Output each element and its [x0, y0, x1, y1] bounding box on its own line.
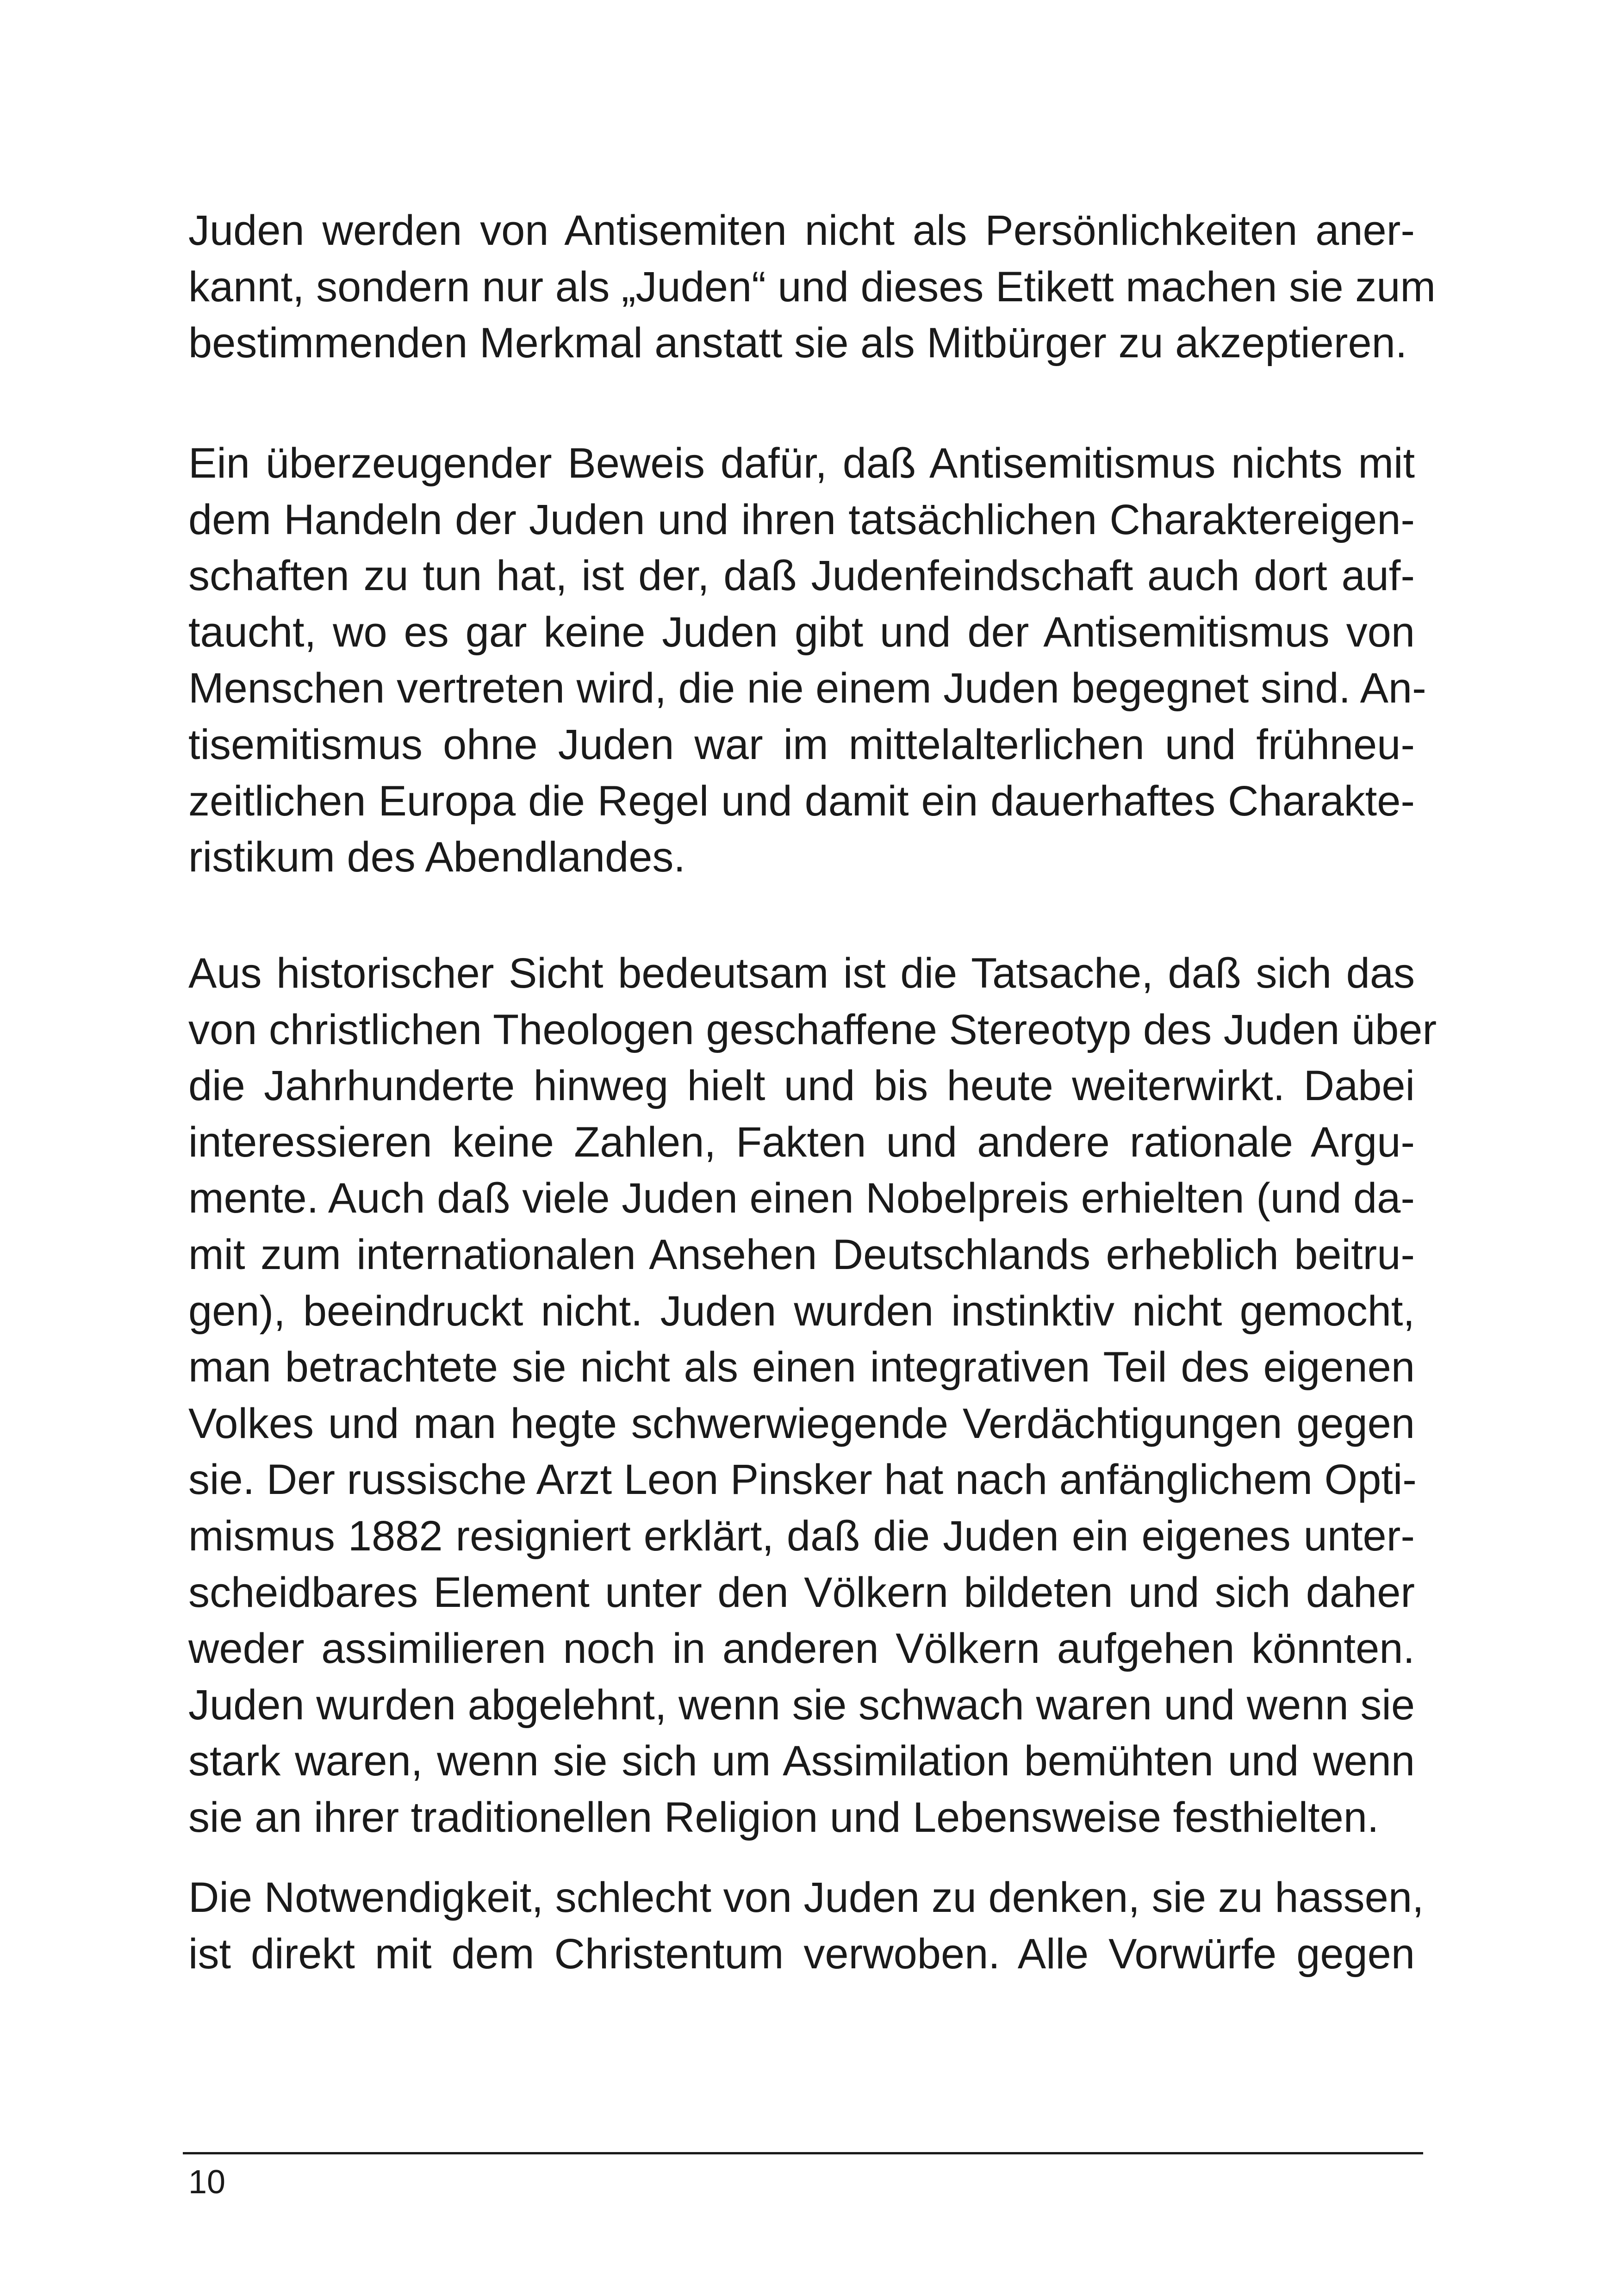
- paragraph-line: ristikum des Abendlandes.: [188, 834, 685, 881]
- paragraph-1: [188, 203, 1436, 372]
- paragraph-line: kannt, sondern nur als „Juden“ und dieses Etikett machen sie zum: [188, 263, 1436, 311]
- paragraph-3: [188, 946, 1437, 1846]
- paragraph-line: Aus historischer Sicht bedeutsam ist die Tatsache, daß sich das: [188, 950, 1415, 997]
- paragraph-line: zeitlichen Europa die Regel und damit ein dauerhaftes Charakte-: [188, 777, 1415, 825]
- paragraph-line: dem Handeln der Juden und ihren tatsächlichen Charaktereigen-: [188, 496, 1415, 543]
- paragraph-line: die Jahrhunderte hinweg hielt und bis heute weiterwirkt. Dabei: [188, 1062, 1415, 1110]
- paragraph-line: schaften zu tun hat, ist der, daß Judenfeindschaft auch dort auf-: [188, 552, 1415, 600]
- paragraph-line: tisemitismus ohne Juden war im mittelalterlichen und frühneu-: [188, 721, 1415, 768]
- paragraph-line: stark waren, wenn sie sich um Assimilation bemühten und wenn: [188, 1737, 1415, 1785]
- paragraph-line: gen), beeindruckt nicht. Juden wurden instinktiv nicht gemocht,: [188, 1287, 1415, 1335]
- paragraph-line: sie an ihrer traditionellen Religion und Lebensweise festhielten.: [188, 1793, 1379, 1841]
- paragraph-line: ist direkt mit dem Christentum verwoben. Alle Vorwürfe gegen: [188, 1930, 1415, 1978]
- paragraph-line: weder assimilieren noch in anderen Völkern aufgehen könnten.: [188, 1625, 1415, 1673]
- paragraph-line: Die Notwendigkeit, schlecht von Juden zu denken, sie zu hassen,: [188, 1874, 1424, 1921]
- paragraph-line: man betrachtete sie nicht als einen integrativen Teil des eigenen: [188, 1344, 1415, 1391]
- paragraph-2: [188, 436, 1426, 886]
- paragraph-line: interessieren keine Zahlen, Fakten und andere rationale Argu-: [188, 1118, 1415, 1166]
- paragraph-line: mente. Auch daß viele Juden einen Nobelpreis erhielten (und da-: [188, 1175, 1415, 1222]
- paragraph-4: [188, 1870, 1424, 1982]
- page-number: 10: [188, 2164, 226, 2201]
- paragraph-line: Volkes und man hegte schwerwiegende Verdächtigungen gegen: [188, 1400, 1415, 1447]
- paragraph-line: mit zum internationalen Ansehen Deutschlands erheblich beitru-: [188, 1231, 1415, 1278]
- paragraph-line: Ein überzeugender Beweis dafür, daß Antisemitismus nichts mit: [188, 440, 1415, 487]
- paragraph-line: von christlichen Theologen geschaffene Stereotyp des Juden über: [188, 1006, 1437, 1053]
- paragraph-line: Menschen vertreten wird, die nie einem Juden begegnet sind. An-: [188, 665, 1426, 712]
- paragraph-line: bestimmenden Merkmal anstatt sie als Mitbürger zu akzeptieren.: [188, 319, 1407, 367]
- paragraph-line: Juden wurden abgelehnt, wenn sie schwach waren und wenn sie: [188, 1681, 1415, 1729]
- paragraph-line: Juden werden von Antisemiten nicht als Persönlichkeiten aner-: [188, 207, 1415, 254]
- paragraph-line: sie. Der russische Arzt Leon Pinsker hat nach anfänglichem Opti-: [188, 1456, 1417, 1504]
- paragraph-line: scheidbares Element unter den Völkern bildeten und sich daher: [188, 1568, 1415, 1616]
- paragraph-line: mismus 1882 resigniert erklärt, daß die Juden ein eigenes unter-: [188, 1512, 1415, 1560]
- paragraph-line: taucht, wo es gar keine Juden gibt und der Antisemitismus von: [188, 608, 1415, 656]
- footer-rule: [183, 2152, 1423, 2154]
